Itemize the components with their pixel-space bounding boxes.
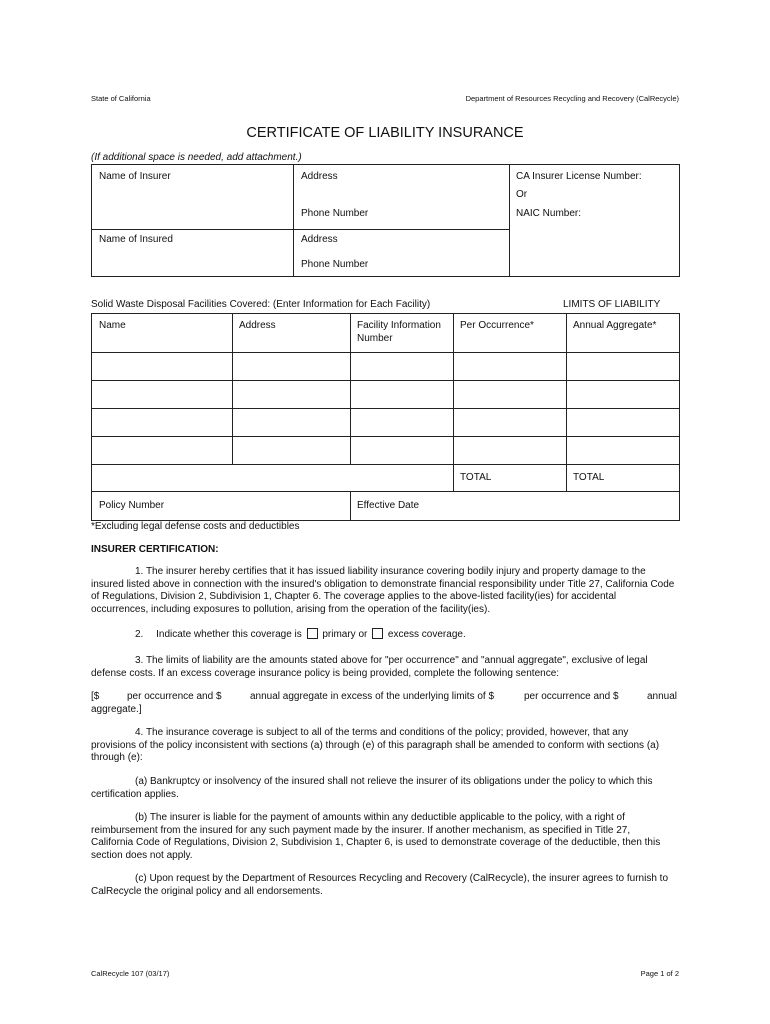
insurer-phone-label: Phone Number [301,208,369,219]
certification-heading: INSURER CERTIFICATION: [91,544,219,555]
insurer-divider-1 [293,164,294,277]
col-divider-2 [350,313,351,464]
page-title: CERTIFICATE OF LIABILITY INSURANCE [246,125,524,141]
excess-coverage-checkbox[interactable] [372,628,383,639]
page-number: Page 1 of 2 [640,969,679,978]
excess-annual-text: annual [647,691,678,702]
excess-bracket-end: aggregate.] [91,704,142,715]
header-right: Department of Resources Recycling and Recovery (CalRecycle) [465,94,679,103]
effective-date-label: Effective Date [357,500,420,511]
primary-coverage-checkbox[interactable] [307,628,318,639]
col-divider-1 [232,313,233,464]
header-left: State of California [91,94,151,103]
license-number-label: CA Insurer License Number: [516,171,642,182]
attachment-note: (If additional space is needed, add attachment.) [91,152,302,163]
or-label: Or [516,189,528,200]
insurer-address-label: Address [301,171,338,182]
form-number: CalRecycle 107 (03/17) [91,969,170,978]
col-header-facility-number: Facility Information Number [357,320,441,344]
col-header-per-occurrence: Per Occurrence* [460,320,534,331]
naic-number-label: NAIC Number: [516,208,582,219]
paragraph-2-text: Indicate whether this coverage is [156,629,302,640]
paragraph-4a: (a) Bankruptcy or insolvency of the insured shall not relieve the insurer of its obligations under the policy to which this certification applies. [91,776,653,800]
primary-coverage-label: primary or [322,629,368,640]
paragraph-4c: (c) Upon request by the Department of Resources Recycling and Recovery (CalRecycle), the insurer agrees to furnish to CalRecycle the original policy and all endorsements. [91,873,669,897]
limits-heading: LIMITS OF LIABILITY [563,299,661,310]
col-header-address: Address [239,320,276,331]
paragraph-2-number: 2. [135,629,144,640]
name-of-insured-label: Name of Insured [99,234,173,245]
policy-number-label: Policy Number [99,500,165,511]
insured-address-label: Address [301,234,338,245]
row-divider-6 [91,491,680,492]
excess-bracket-start: [$ [91,691,100,702]
excess-per-occurrence-text-2: per occurrence and $ [524,691,619,702]
col-header-name: Name [99,320,126,331]
col-divider-5 [350,491,351,521]
insurer-divider-h [91,229,509,230]
total-annual-aggregate: TOTAL [573,472,605,483]
row-divider-4 [91,436,680,437]
excess-aggregate-text: annual aggregate in excess of the underlying limits of $ [250,691,495,702]
paragraph-2 [135,628,466,642]
excess-per-occurrence-text: per occurrence and $ [127,691,222,702]
total-per-occurrence: TOTAL [460,472,492,483]
facilities-heading: Solid Waste Disposal Facilities Covered: (Enter Information for Each Facility) [91,299,431,310]
col-header-annual-aggregate: Annual Aggregate* [573,320,657,331]
row-divider-5 [91,464,680,465]
paragraph-3: 3. The limits of liability are the amounts stated above for "per occurrence" and "annual aggregate", exclusive of legal defense costs. If an excess coverage insurance policy is being provided, complete the following sentence: [91,655,648,679]
row-divider-3 [91,408,680,409]
excess-coverage-label: excess coverage. [387,629,466,640]
paragraph-1: 1. The insurer hereby certifies that it has issued liability insurance covering bodily injury and property damage to the insured listed above in connection with the insured's obligation to demonstrate financial responsibility under Title 27, California Code of Regulations, Division 2, Subdivision 1, Chapter 6. The coverage applies to the above-listed facility(ies) for accidental occurrences, including exposures to pollution, arising from the operation of the facility(ies). [91,566,675,615]
paragraph-4: 4. The insurance coverage is subject to all of the terms and conditions of the policy; provided, however, that any provisions of the policy inconsistent with sections (a) through (e) of this paragraph shall be amended to conform with sections (a) through (e): [91,727,660,763]
row-divider-1 [91,352,680,353]
name-of-insurer-label: Name of Insurer [99,171,171,182]
row-divider-2 [91,380,680,381]
paragraph-4b: (b) The insurer is liable for the payment of amounts within any deductible applicable to the policy, with a right of reimbursement from the insured for any such payment made by the insurer. If another mechanism, as specified in Title 27, California Code of Regulations, Division 2, Subdivision 1, Chapter 6, is used to demonstrate coverage of the deductible, then this section does not apply. [91,812,661,861]
insured-phone-label: Phone Number [301,259,369,270]
footnote: *Excluding legal defense costs and deductibles [91,521,300,532]
insurer-divider-2 [509,164,510,277]
